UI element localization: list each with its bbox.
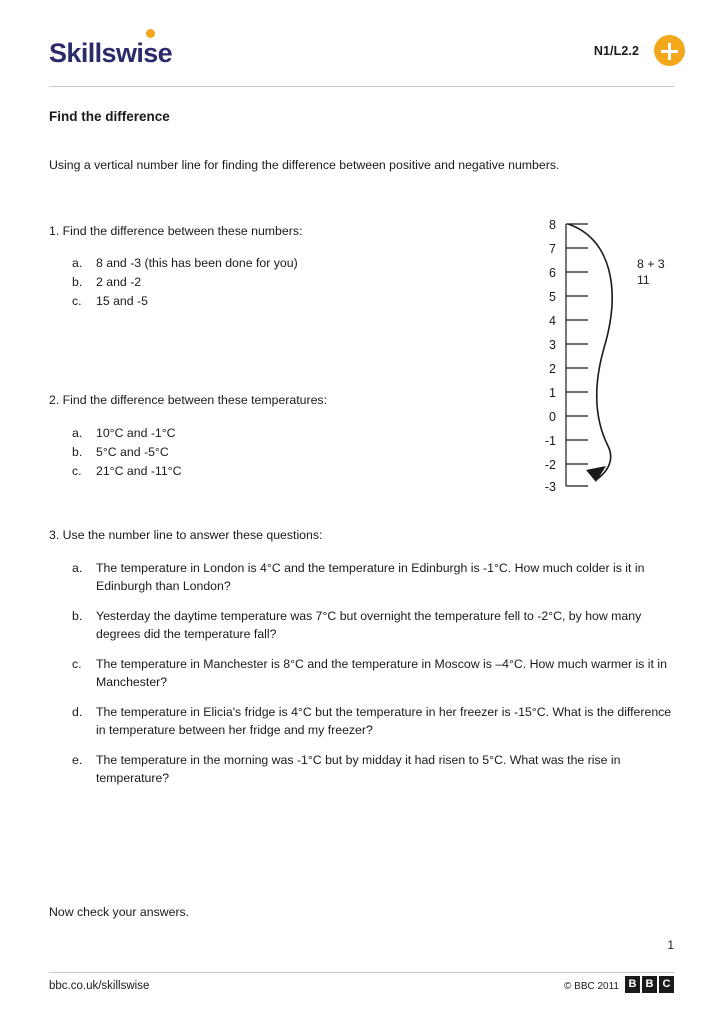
page-title: Find the difference — [49, 109, 170, 124]
list-marker: b. — [72, 445, 83, 459]
bbc-logo — [625, 976, 674, 993]
skillswise-logo — [49, 38, 172, 69]
footer-site-url: bbc.co.uk/skillswise — [49, 980, 150, 992]
plus-icon — [654, 35, 685, 66]
list-item — [72, 656, 672, 691]
svg-text:4: 4 — [549, 314, 556, 328]
question-1-list — [72, 255, 298, 312]
list-item-text: Yesterday the daytime temperature was 7°C but overnight the temperature fell to -2°C, by how many degrees did the temperature fall? — [96, 609, 642, 641]
list-item — [72, 293, 298, 310]
list-item-text: 21°C and -11°C — [96, 464, 182, 478]
svg-text:0: 0 — [549, 410, 556, 424]
list-marker: c. — [72, 294, 82, 308]
list-item — [72, 704, 672, 739]
svg-text:8: 8 — [549, 218, 556, 232]
question-2-list — [72, 425, 181, 482]
list-item — [72, 274, 298, 291]
question-3-heading: 3. Use the number line to answer these questions: — [49, 528, 323, 542]
svg-text:5: 5 — [549, 290, 556, 304]
svg-text:-3: -3 — [544, 480, 556, 494]
svg-text:2: 2 — [549, 362, 556, 376]
footer-divider — [49, 972, 674, 973]
logo-dot-icon — [146, 29, 155, 38]
svg-text:7: 7 — [549, 242, 556, 256]
list-item-text: 15 and -5 — [96, 294, 148, 308]
list-item — [72, 560, 672, 595]
page-number: 1 — [667, 938, 674, 952]
list-marker: a. — [72, 561, 83, 575]
list-item-text: The temperature in the morning was -1°C but by midday it had risen to 5°C. What was the rise in temperature? — [96, 753, 621, 785]
list-item — [72, 255, 298, 272]
figure-annotation-line2: 11 — [637, 273, 650, 287]
bbc-logo-letter-2: B — [642, 976, 657, 993]
list-marker: a. — [72, 426, 83, 440]
svg-text:-1: -1 — [544, 434, 556, 448]
figure-annotation — [637, 256, 665, 288]
list-marker: c. — [72, 657, 82, 671]
list-item-text: 8 and -3 (this has been done for you) — [96, 256, 298, 270]
vertical-number-line-figure — [500, 208, 700, 508]
list-marker: a. — [72, 256, 83, 270]
header-divider — [49, 86, 674, 87]
list-item-text: 2 and -2 — [96, 275, 142, 289]
question-1-heading: 1. Find the difference between these numbers: — [49, 224, 303, 238]
list-item-text: The temperature in Elicia's fridge is 4°C but the temperature in her freezer is -15°C. What is the difference in temperature between her fridge and my freezer? — [96, 705, 672, 737]
list-marker: d. — [72, 705, 83, 719]
svg-text:-2: -2 — [544, 458, 556, 472]
svg-text:1: 1 — [549, 386, 556, 400]
number-line-svg — [500, 208, 700, 508]
list-item-text: The temperature in Manchester is 8°C and the temperature in Moscow is –4°C. How much warmer is it in Manchester? — [96, 657, 667, 689]
svg-text:3: 3 — [549, 338, 556, 352]
list-item — [72, 425, 181, 442]
list-item-text: 5°C and -5°C — [96, 445, 169, 459]
list-marker: b. — [72, 275, 83, 289]
bbc-logo-letter-1: B — [625, 976, 640, 993]
list-item — [72, 463, 181, 480]
figure-annotation-line1: 8 + 3 — [637, 257, 665, 271]
list-item — [72, 752, 672, 787]
list-marker: c. — [72, 464, 82, 478]
intro-text: Using a vertical number line for finding the difference between positive and negative numbers. — [49, 158, 560, 172]
question-2-heading: 2. Find the difference between these temperatures: — [49, 393, 327, 407]
list-item-text: 10°C and -1°C — [96, 426, 176, 440]
curriculum-code: N1/L2.2 — [593, 44, 639, 58]
bbc-logo-letter-3: C — [659, 976, 674, 993]
footer-copyright: © BBC 2011 — [564, 981, 619, 992]
list-marker: b. — [72, 609, 83, 623]
closing-text: Now check your answers. — [49, 905, 190, 919]
logo-text: Skillswise — [49, 38, 173, 68]
list-item — [72, 444, 181, 461]
svg-text:6: 6 — [549, 266, 556, 280]
list-item — [72, 608, 672, 643]
list-marker: e. — [72, 753, 83, 767]
list-item-text: The temperature in London is 4°C and the temperature in Edinburgh is -1°C. How much colder is it in Edinburgh than London? — [96, 561, 645, 593]
question-3-list — [72, 560, 672, 800]
page-header — [0, 0, 723, 86]
